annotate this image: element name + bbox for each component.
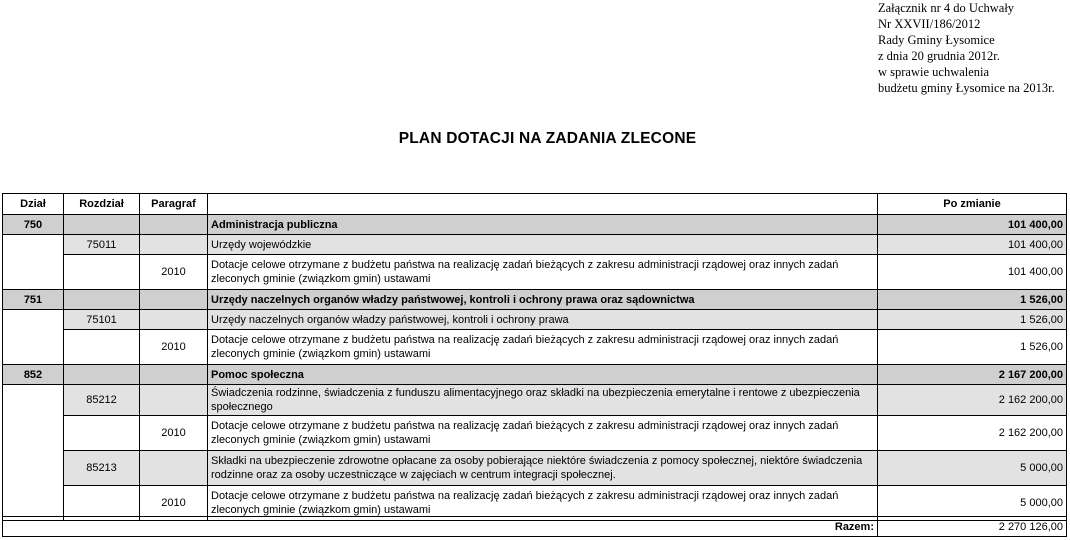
grants-table (2, 193, 1067, 521)
cell-rozdzial: 85213 (64, 451, 140, 486)
cell-rozdzial (64, 416, 140, 451)
cell-rozdzial (64, 290, 140, 310)
table-row (3, 416, 1067, 451)
note-line: w sprawie uchwalenia (878, 65, 990, 79)
cell-paragraf (140, 215, 208, 235)
cell-kwota: 101 400,00 (878, 215, 1067, 235)
cell-nazwa: Składki na ubezpieczenie zdrowotne opłacane za osoby pobierające niektóre świadczenia z pomocy społecznej, niektóre świadczenia rodzinne oraz za osoby uczestniczące w zajęciach w centrum integracji społecznej. (208, 451, 878, 486)
total-value: 2 270 126,00 (878, 517, 1067, 537)
cell-paragraf: 2010 (140, 330, 208, 365)
table-row (3, 290, 1067, 310)
cell-kwota: 2 162 200,00 (878, 416, 1067, 451)
cell-dzial-blank (3, 385, 64, 521)
note-line: Nr XXVII/186/2012 (878, 17, 981, 31)
table-row (3, 255, 1067, 290)
col-header-nazwa (208, 194, 878, 215)
cell-dzial-blank (3, 235, 64, 290)
table-row (3, 330, 1067, 365)
cell-rozdzial: 75101 (64, 310, 140, 330)
cell-paragraf (140, 290, 208, 310)
cell-kwota: 101 400,00 (878, 255, 1067, 290)
cell-rozdzial: 75011 (64, 235, 140, 255)
cell-kwota: 1 526,00 (878, 310, 1067, 330)
cell-rozdzial (64, 330, 140, 365)
cell-nazwa: Dotacje celowe otrzymane z budżetu państwa na realizację zadań bieżących z zakresu administracji rządowej oraz innych zadań zleconych gminie (związkom gmin) ustawami (208, 416, 878, 451)
total-table (2, 516, 1067, 537)
note-line: Rady Gminy Łysomice (878, 33, 995, 47)
table-row (3, 365, 1067, 385)
cell-dzial: 751 (3, 290, 64, 310)
attachment-note (878, 0, 1055, 96)
note-line: budżetu gminy Łysomice na 2013r. (878, 81, 1055, 95)
col-header-paragraf: Paragraf (140, 194, 208, 215)
table-row (3, 451, 1067, 486)
col-header-rozdzial: Rozdział (64, 194, 140, 215)
cell-paragraf (140, 385, 208, 416)
cell-paragraf (140, 365, 208, 385)
cell-paragraf (140, 235, 208, 255)
cell-dzial: 750 (3, 215, 64, 235)
total-row (3, 517, 1067, 537)
col-header-po-zmianie: Po zmianie (878, 194, 1067, 215)
cell-rozdzial (64, 215, 140, 235)
cell-nazwa: Pomoc społeczna (208, 365, 878, 385)
cell-nazwa: Urzędy naczelnych organów władzy państwowej, kontroli i ochrony prawa oraz sądownictwa (208, 290, 878, 310)
cell-paragraf: 2010 (140, 486, 208, 521)
table-row (3, 385, 1067, 416)
document-title: PLAN DOTACJI NA ZADANIA ZLECONE (398, 130, 697, 147)
cell-dzial: 852 (3, 365, 64, 385)
cell-paragraf (140, 310, 208, 330)
cell-kwota: 1 526,00 (878, 330, 1067, 365)
table-row (3, 215, 1067, 235)
col-header-dzial: Dział (3, 194, 64, 215)
cell-kwota: 5 000,00 (878, 486, 1067, 521)
cell-kwota: 2 167 200,00 (878, 365, 1067, 385)
cell-rozdzial (64, 255, 140, 290)
cell-paragraf (140, 451, 208, 486)
note-line: Załącznik nr 4 do Uchwały (878, 1, 1015, 15)
table-header-row (3, 194, 1067, 215)
cell-paragraf: 2010 (140, 416, 208, 451)
cell-nazwa: Świadczenia rodzinne, świadczenia z funduszu alimentacyjnego oraz składki na ubezpieczenia emerytalne i rentowe z ubezpieczenia społecznego (208, 385, 878, 416)
cell-rozdzial (64, 365, 140, 385)
table-row (3, 310, 1067, 330)
cell-nazwa: Urzędy wojewódzkie (208, 235, 878, 255)
cell-dzial-blank (3, 310, 64, 365)
cell-rozdzial: 85212 (64, 385, 140, 416)
cell-nazwa: Dotacje celowe otrzymane z budżetu państwa na realizację zadań bieżących z zakresu administracji rządowej oraz innych zadań zleconych gminie (związkom gmin) ustawami (208, 255, 878, 290)
cell-nazwa: Dotacje celowe otrzymane z budżetu państwa na realizację zadań bieżących z zakresu administracji rządowej oraz innych zadań zleconych gminie (związkom gmin) ustawami (208, 330, 878, 365)
table-row (3, 235, 1067, 255)
cell-nazwa: Urzędy naczelnych organów władzy państwowej, kontroli i ochrony prawa (208, 310, 878, 330)
cell-kwota: 1 526,00 (878, 290, 1067, 310)
cell-nazwa: Dotacje celowe otrzymane z budżetu państwa na realizację zadań bieżących z zakresu administracji rządowej oraz innych zadań zleconych gminie (związkom gmin) ustawami (208, 486, 878, 521)
total-label: Razem: (3, 517, 878, 537)
cell-kwota: 101 400,00 (878, 235, 1067, 255)
cell-kwota: 2 162 200,00 (878, 385, 1067, 416)
cell-nazwa: Administracja publiczna (208, 215, 878, 235)
cell-paragraf: 2010 (140, 255, 208, 290)
cell-kwota: 5 000,00 (878, 451, 1067, 486)
note-line: z dnia 20 grudnia 2012r. (878, 49, 1000, 63)
